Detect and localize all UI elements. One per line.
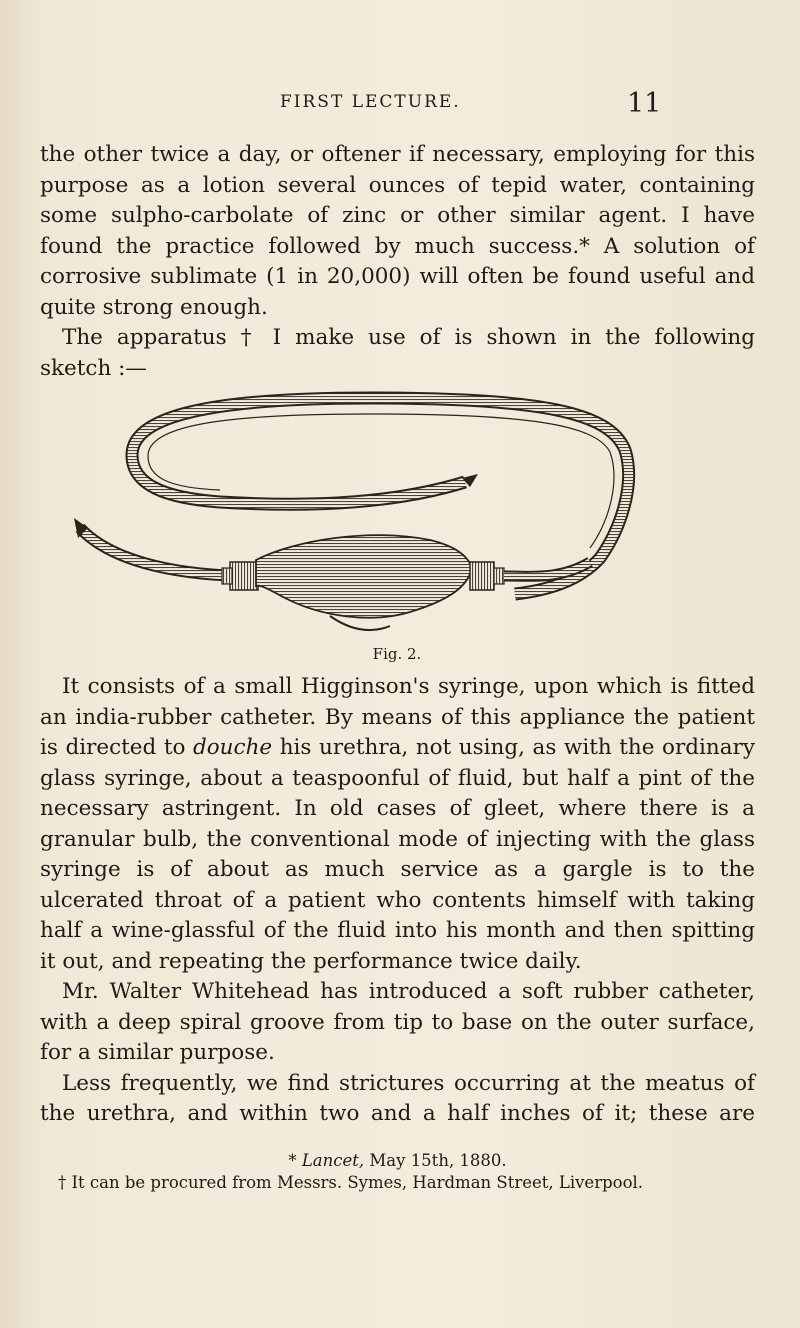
paragraph — [40, 672, 755, 977]
italic-word: douche — [192, 735, 273, 760]
text-block-top — [40, 140, 755, 384]
text-block-bottom — [40, 672, 755, 1130]
footnote-date: May 15th, 1880. — [369, 1151, 507, 1170]
text-line: corrosive sublimate (1 in 20,000) will often be found useful and — [40, 264, 755, 289]
text-line: the other twice a day, or oftener if necessary, employing for this — [40, 142, 755, 167]
footnotes — [40, 1150, 755, 1194]
footnote — [40, 1150, 755, 1172]
running-head-title: FIRST LECTURE. — [280, 92, 461, 112]
page-number: 11 — [627, 88, 662, 119]
text-line: purpose as a lotion several ounces of tepid water, containing — [40, 172, 755, 198]
running-head — [0, 88, 800, 118]
footnote: † It can be procured from Messrs. Symes, Hardman Street, Liverpool. — [58, 1173, 644, 1192]
text-line: The apparatus † I make use of is shown in the following — [62, 325, 755, 350]
figure-caption — [0, 645, 800, 663]
text-line: found the practice followed by much success.* A solution of — [40, 233, 755, 259]
text-line: sketch :— — [40, 355, 147, 381]
footnote-mark: * — [288, 1151, 297, 1170]
paragraph-text: It consists of a small Higginson's syringe, upon which is fitted an india-rubber catheter. By means of this appliance the patient is directed to — [40, 674, 755, 760]
text-line: quite strong enough. — [40, 294, 268, 320]
syringe-catheter-illustration — [70, 390, 710, 640]
paragraph: Mr. Walter Whitehead has introduced a soft rubber catheter, with a deep spiral groove from tip to base on the outer surface, for a similar purpose. — [40, 979, 755, 1065]
paragraph: Less frequently, we find strictures occurring at the meatus of the urethra, and within two and a half inches of it; these are — [40, 1070, 755, 1126]
figure-caption-text: Fig. 2. — [372, 645, 422, 663]
text-line: some sulpho-carbolate of zinc or other similar agent. I have — [40, 203, 755, 228]
footnote-source: Lancet, — [301, 1151, 365, 1170]
paragraph-text: his urethra, not using, as with the ordinary glass syringe, about a teaspoonful of fluid, but half a pint of the necessary astringent. In old cases of gleet, where there is a granular bulb, the conventional mode of injecting with the glass syringe is of about as much service as a gargle is to the ulcerated throat of a patient who contents himself with taking half a wine-glassful of the fluid into his month and then spitting it out, and repeating the performance twice daily. — [40, 735, 755, 974]
